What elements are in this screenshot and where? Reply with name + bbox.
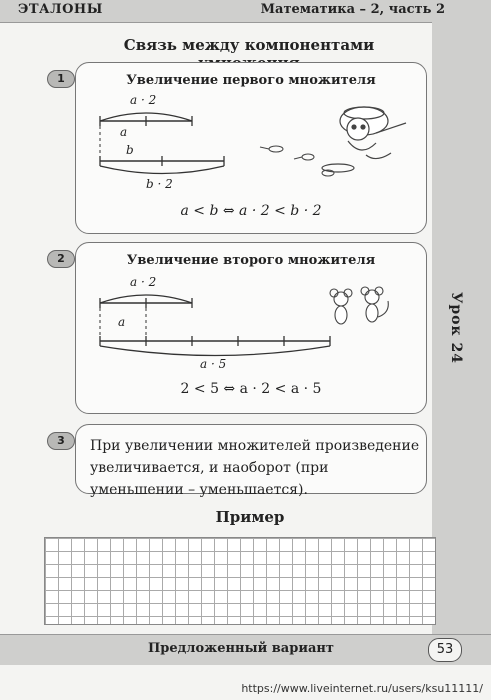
- source-url: https://www.liveinternet.ru/users/ksu11111/: [241, 682, 483, 695]
- section-2-card: [75, 242, 427, 414]
- section-2-number: 2: [47, 250, 75, 268]
- mice-illustration-icon: [330, 287, 388, 324]
- page-header: [0, 0, 491, 23]
- example-grid: [44, 537, 436, 625]
- section-2-formula: 2 < 5 ⇔ a · 2 < a · 5: [180, 381, 322, 397]
- page-title: Связь между компонентами: [123, 36, 375, 54]
- header-label: ЭТАЛОНЫ: [18, 2, 103, 17]
- label-a-times-2: a · 2: [130, 275, 157, 289]
- mouse-icon: [260, 146, 334, 176]
- label-a-times-2: a · 2: [130, 93, 157, 107]
- footer-text: Предложенный вариант: [148, 641, 334, 656]
- example-title: Пример: [215, 508, 285, 526]
- section-3-card: [75, 424, 427, 498]
- section-1-title: Увеличение первого множителя: [126, 73, 376, 88]
- section-3-rule-text: При увеличении множителей произведение увеличивается, и наоборот (при уменьшении – уменьшается).: [90, 438, 420, 498]
- header-subject: Математика – 2, часть 2: [260, 2, 445, 17]
- section-1-card: [75, 62, 427, 234]
- section-1-formula: a < b ⇔ a · 2 < b · 2: [180, 203, 322, 219]
- page-footer: [0, 634, 491, 665]
- section-2-title: Увеличение второго множителя: [126, 253, 376, 268]
- arc-b-times-2: [100, 166, 224, 174]
- cat-illustration-icon: [322, 107, 406, 172]
- page-number: 53: [428, 638, 462, 662]
- label-b: b: [126, 143, 134, 157]
- lesson-label: Урок 24: [448, 292, 464, 364]
- label-a-times-5: a · 5: [200, 357, 227, 371]
- section-3-number: 3: [47, 432, 75, 450]
- label-b-times-2: b · 2: [146, 177, 173, 191]
- label-a: a: [118, 315, 126, 329]
- label-a: a: [120, 125, 128, 139]
- arc-a-times-5: [100, 346, 330, 356]
- section-1-number: 1: [47, 70, 75, 88]
